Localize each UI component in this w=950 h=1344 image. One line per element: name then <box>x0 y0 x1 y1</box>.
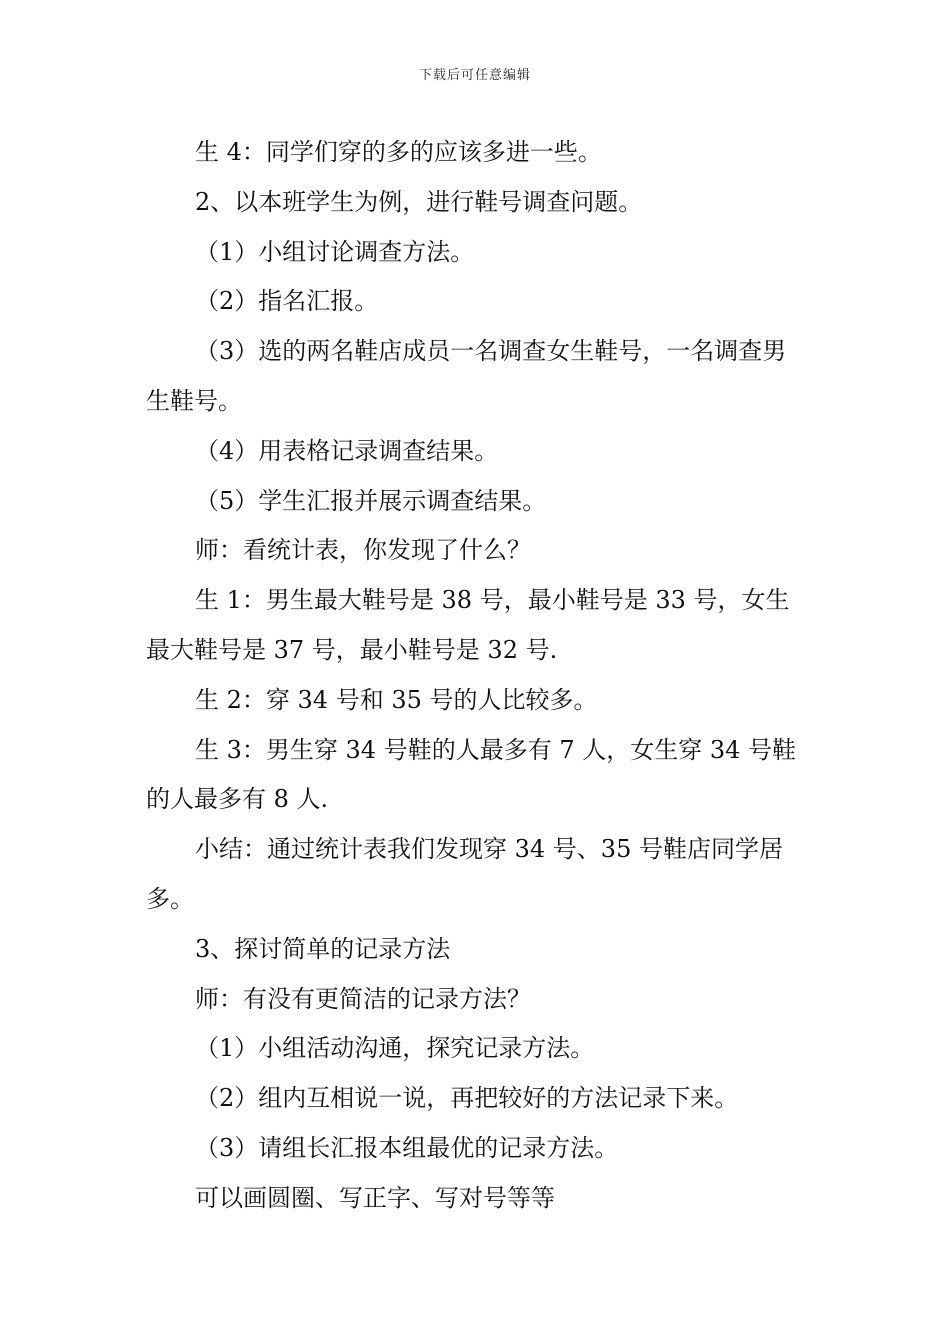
paragraph: （2）组内互相说一说，再把较好的方法记录下来。 <box>195 1084 739 1113</box>
paragraph: 可以画圆圈、写正字、写对号等等 <box>195 1183 555 1212</box>
paragraph: 师：有没有更简洁的记录方法？ <box>195 984 531 1013</box>
paragraph: 师：看统计表，你发现了什么？ <box>195 536 531 565</box>
paragraph: （4）用表格记录调查结果。 <box>195 436 499 465</box>
paragraph: 生 1：男生最大鞋号是 38 号，最小鞋号是 33 号，女生最大鞋号是 37 号，最小鞋号是 32 号. <box>146 586 790 664</box>
paragraph: 小结：通过统计表我们发现穿 34 号、35 号鞋店同学居多。 <box>146 835 783 913</box>
paragraph: （1）小组活动沟通，探究记录方法。 <box>195 1034 595 1063</box>
paragraph: （1）小组讨论调查方法。 <box>195 237 475 266</box>
paragraph: 3、探讨简单的记录方法 <box>195 934 451 963</box>
paragraph: （3）选的两名鞋店成员一名调查女生鞋号，一名调查男生鞋号。 <box>146 337 787 415</box>
page-header: 下载后可任意编辑 <box>418 68 531 83</box>
paragraph: （2）指名汇报。 <box>195 287 379 316</box>
paragraph: 生 4：同学们穿的多的应该多进一些。 <box>195 138 602 166</box>
paragraph: 生 2：穿 34 号和 35 号的人比较多。 <box>195 685 598 714</box>
paragraph: （3）请组长汇报本组最优的记录方法。 <box>195 1133 619 1162</box>
document-body <box>146 128 810 1224</box>
paragraph: 生 3：男生穿 34 号鞋的人最多有 7 人，女生穿 34 号鞋的人最多有 8 人. <box>146 735 797 814</box>
paragraph: 2、以本班学生为例，进行鞋号调查问题。 <box>195 187 643 216</box>
paragraph: （5）学生汇报并展示调查结果。 <box>195 486 547 515</box>
